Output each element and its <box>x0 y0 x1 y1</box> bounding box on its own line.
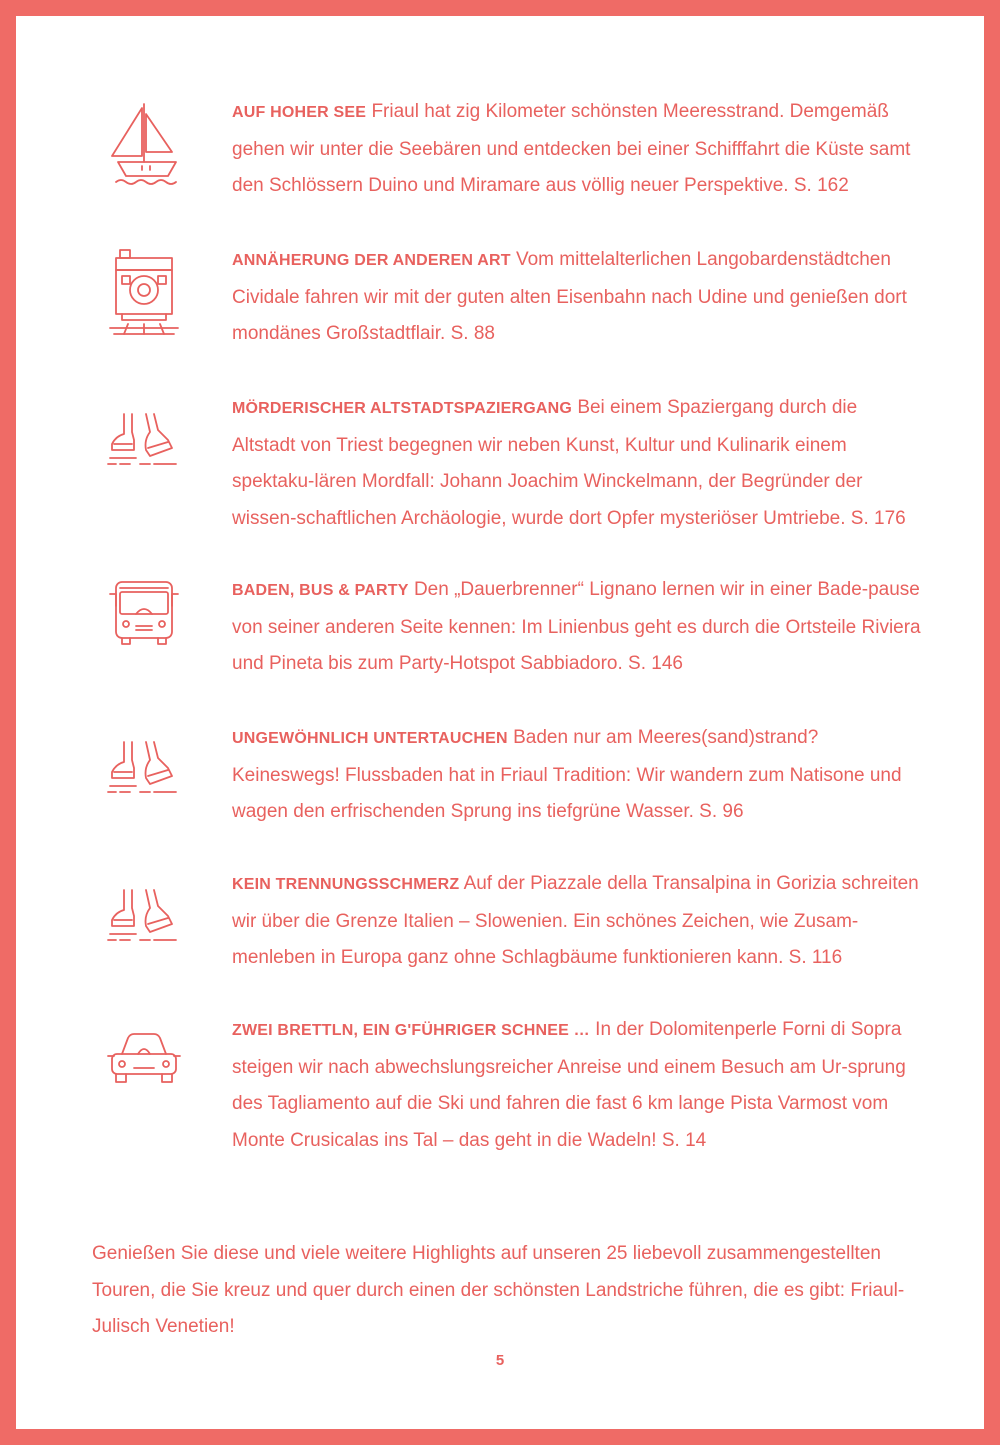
entry-text <box>232 1012 922 1159</box>
entry-headline: MÖRDERISCHER ALTSTADTSPAZIERGANG <box>232 400 573 417</box>
entry-body: In der Dolomitenperle Forni di Sopra steigen wir nach abwechslungsreicher Anreise und einem Besuch am Ur-sprung des Tagliamento auf die Ski und fahren die fast 6 km lange Pista Varmost vom Monte Crusicalas ins Tal – das geht in die Wadeln! S. 14 <box>232 1019 906 1151</box>
sailboat-icon <box>106 100 182 190</box>
bus-icon <box>106 578 182 668</box>
entry-body: Bei einem Spaziergang durch die Altstadt von Triest begegnen wir neben Kunst, Kultur und Kulinarik einem spektaku-lären Mordfall: Johann Joachim Winckelmann, der Begründer der wissen-schaftlichen Archäologie, wurde dort Opfer mysteriöser Umtriebe. S. 176 <box>232 397 906 529</box>
train-icon <box>106 248 182 338</box>
walking-feet-icon <box>106 410 182 500</box>
entry-text <box>232 866 922 977</box>
walking-feet-icon <box>106 738 182 828</box>
entry-text <box>232 390 922 537</box>
entry-body: Auf der Piazzale della Transalpina in Gorizia schreiten wir über die Grenze Italien – Slowenien. Ein schönes Zeichen, wie Zusam-menleben in Europa ganz ohne Schlagbäume funktionieren kann. S. 116 <box>232 873 919 968</box>
entry-headline: ANNÄHERUNG DER ANDEREN ART <box>232 252 511 269</box>
entry-text <box>232 572 922 683</box>
entry-headline: UNGEWÖHNLICH UNTERTAUCHEN <box>232 730 508 747</box>
entry-body: Friaul hat zig Kilometer schönsten Meeresstrand. Demgemäß gehen wir unter die Seebären und entdecken bei einer Schifffahrt die Küste samt den Schlössern Duino und Miramare aus völlig neuer Perspektive. S. 162 <box>232 101 911 196</box>
walking-feet-icon <box>106 886 182 976</box>
closing-paragraph: Genießen Sie diese und viele weitere Highlights auf unseren 25 liebevoll zusammengestellten Touren, die Sie kreuz und quer durch einen der schönsten Landstriche führen, die es gibt: Friaul-Julisch Venetien! <box>92 1243 905 1337</box>
page-number: 5 <box>495 1352 505 1369</box>
entry-headline: KEIN TRENNUNGSSCHMERZ <box>232 876 460 893</box>
entry-text <box>232 720 922 831</box>
entry-body: Vom mittelalterlichen Langobardenstädtchen Cividale fahren wir mit der guten alten Eisenbahn nach Udine und genießen dort mondänes Großstadtflair. S. 88 <box>232 249 907 344</box>
entry-body: Baden nur am Meeres(sand)strand? Keineswegs! Flussbaden hat in Friaul Tradition: Wir wandern zum Natisone und wagen den erfrischenden Sprung ins tiefgrüne Wasser. S. 96 <box>232 727 902 822</box>
entry-headline: ZWEI BRETTLN, EIN G'FÜHRIGER SCHNEE … <box>232 1022 590 1039</box>
car-icon <box>106 1032 182 1122</box>
entry-headline: BADEN, BUS & PARTY <box>232 582 409 599</box>
entry-body: Den „Dauerbrenner“ Lignano lernen wir in einer Bade-pause von seiner anderen Seite kennen: Im Linienbus geht es durch die Ortsteile Riviera und Pineta bis zum Party-Hotspot Sabbiadoro. S. 146 <box>232 579 921 674</box>
entry-text <box>232 94 922 205</box>
entry-text <box>232 242 922 353</box>
entry-headline: AUF HOHER SEE <box>232 104 367 121</box>
